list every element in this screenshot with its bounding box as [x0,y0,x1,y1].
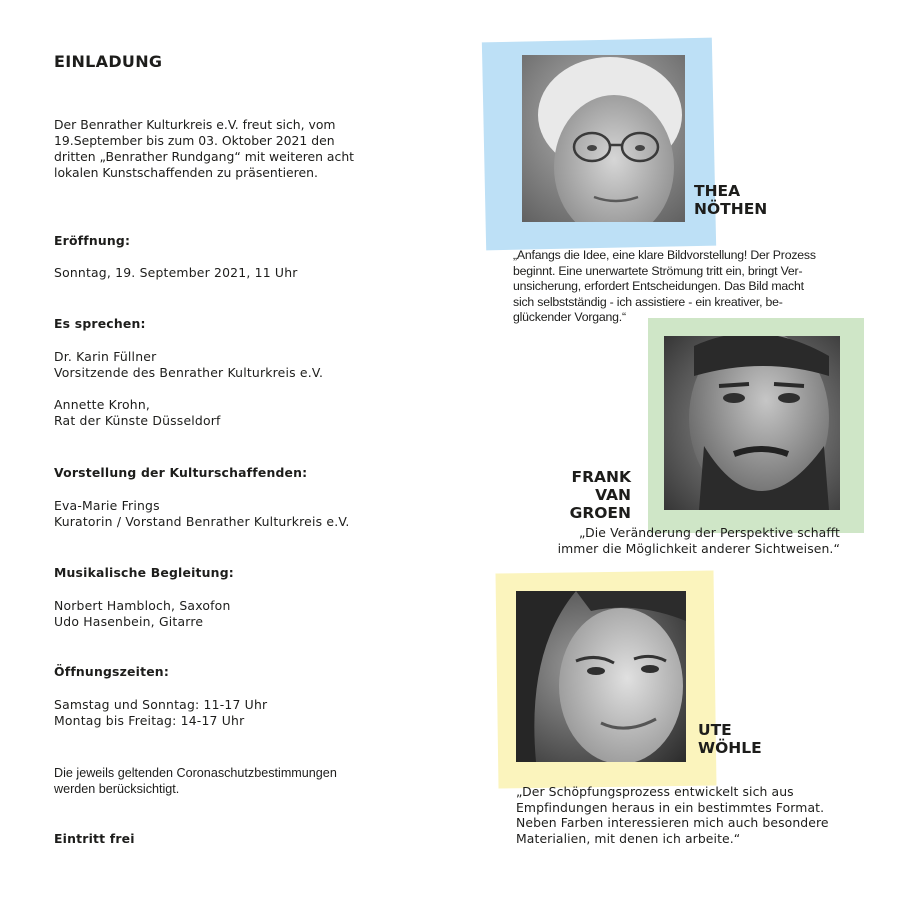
portrait-frank-van-groen [664,336,840,510]
portrait-thea-noethen [522,55,685,222]
covid-note: Die jeweils geltenden Coronaschutzbestimmungen werden berücksichtigt. [54,766,337,796]
opening-label: Eröffnung: [54,233,131,248]
portrait-ute-woehle [516,591,686,762]
admission-free: Eintritt frei [54,831,135,846]
invitation-title: EINLADUNG [54,52,163,71]
opening-hours-value: Samstag und Sonntag: 11-17 Uhr Montag bis Freitag: 14-17 Uhr [54,697,268,728]
quote-ute-woehle: „Der Schöpfungsprozess entwickelt sich aus Empfindungen heraus in ein bestimmtes Format. Neben Farben interessieren mich auch besondere Materialien, mit denen ich arbeite.“ [516,784,829,846]
speakers-label: Es sprechen: [54,316,146,331]
quote-frank-van-groen: „Die Veränderung der Perspektive schafft immer die Möglichkeit anderer Sichtweisen.“ [557,525,840,556]
opening-hours-label: Öffnungszeiten: [54,664,169,679]
artist-name-thea-noethen: THEA NÖTHEN [694,182,768,218]
opening-value: Sonntag, 19. September 2021, 11 Uhr [54,265,298,280]
artist-name-frank-van-groen: FRANK VAN GROEN [569,468,631,522]
music-value: Norbert Hambloch, Saxofon Udo Hasenbein, Gitarre [54,598,231,629]
music-label: Musikalische Begleitung: [54,565,234,580]
speakers-value: Dr. Karin Füllner Vorsitzende des Benrather Kulturkreis e.V. Annette Krohn, Rat der Künste Düsseldorf [54,349,324,428]
artist-name-ute-woehle: UTE WÖHLE [698,721,762,757]
quote-thea-noethen: „Anfangs die Idee, eine klare Bildvorstellung! Der Prozess beginnt. Eine unerwartete Strömung tritt ein, bringt Ver- unsicherung, erfordert Entscheidungen. Das Bild macht sich selbstständig - ich assistiere - ein kreativer, be- glückender Vorgang.“ [513,248,816,324]
presentation-value: Eva-Marie Frings Kuratorin / Vorstand Benrather Kulturkreis e.V. [54,498,350,529]
invitation-intro: Der Benrather Kulturkreis e.V. freut sich, vom 19.September bis zum 03. Oktober 2021 den dritten „Benrather Rundgang“ mit weiteren acht lokalen Kunstschaffenden zu präsentieren. [54,117,355,180]
presentation-label: Vorstellung der Kulturschaffenden: [54,465,308,480]
